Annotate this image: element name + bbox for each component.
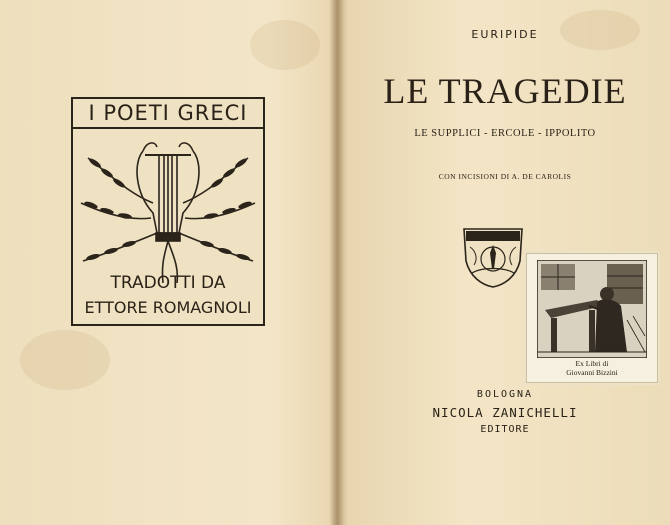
- translator-name: ETTORE ROMAGNOLI: [84, 298, 252, 317]
- book-subtitle: LE SUPPLICI - ERCOLE - IPPOLITO: [414, 128, 596, 139]
- book-title: LE TRAGEDIE: [383, 71, 627, 111]
- publisher-name: NICOLA ZANICHELLI: [432, 405, 578, 420]
- ex-libris-owner: Giovanni Bizzini: [566, 368, 618, 377]
- ex-libris-bookplate: [526, 253, 658, 383]
- scholar-engraving-icon: [537, 260, 647, 358]
- publisher-role: EDITORE: [480, 424, 530, 435]
- printer-mark-icon: [460, 223, 526, 289]
- translator-credit: TRADOTTI DA: [110, 273, 226, 293]
- ex-libris-label: Ex Libri di: [575, 359, 609, 368]
- series-emblem: [71, 97, 265, 326]
- author-name: EURIPIDE: [471, 28, 539, 41]
- series-title: I POETI GRECI: [73, 101, 263, 129]
- lyre-icon: [73, 133, 263, 283]
- engravings-credit: CON INCISIONI DI A. DE CAROLIS: [438, 172, 572, 181]
- publisher-city: BOLOGNA: [476, 389, 534, 400]
- title-page: [340, 0, 670, 525]
